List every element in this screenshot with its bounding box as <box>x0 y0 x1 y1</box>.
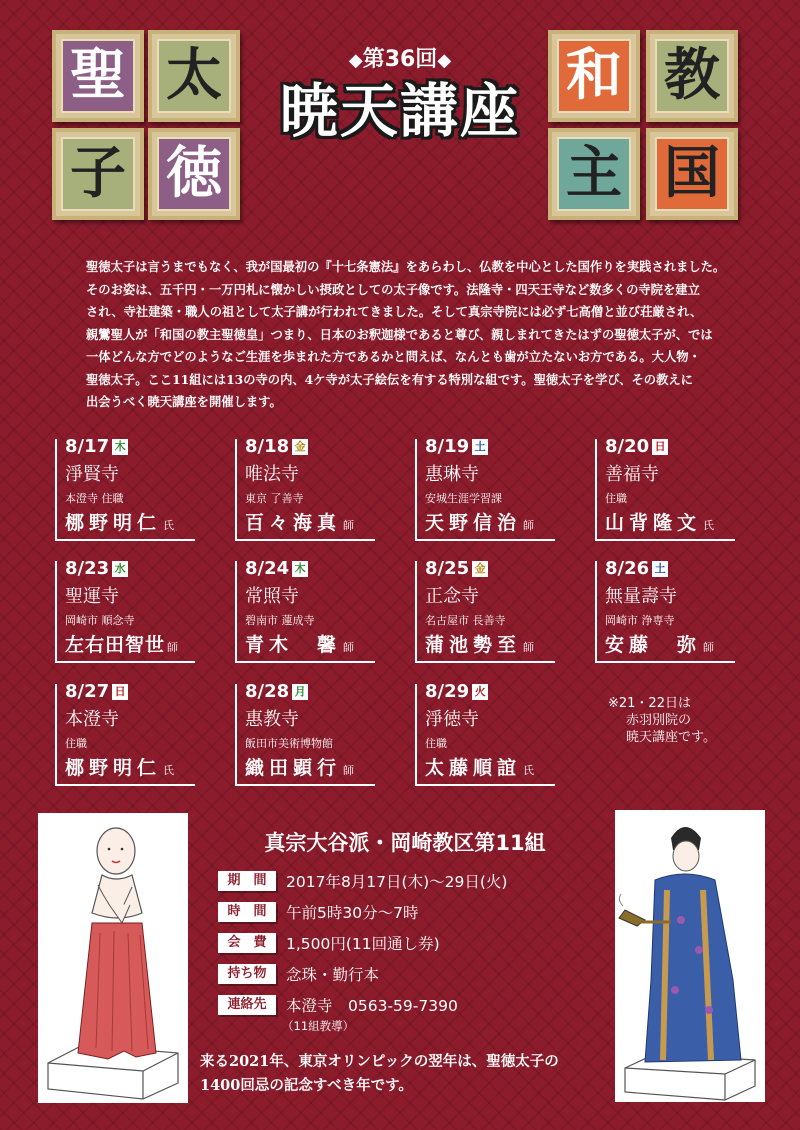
child-figure-icon <box>38 813 188 1103</box>
divider <box>415 784 555 786</box>
schedule-entry <box>55 681 220 791</box>
honorific: 師 <box>343 641 355 654</box>
intro-line: 出会うべく暁天講座を開催します。 <box>86 394 282 409</box>
divider <box>55 684 57 784</box>
weekday-badge: 木 <box>292 561 308 577</box>
divider <box>415 661 555 663</box>
tile-toku <box>148 128 240 220</box>
info-value: 午前5時30分～7時 <box>286 904 419 922</box>
divider <box>235 661 375 663</box>
weekday-badge: 土 <box>472 439 488 455</box>
intro-line: 親鸞聖人が「和国の教主聖徳皇」つまり、日本のお釈迦様であると尊び、親しまれてきたはずの聖徳太子が、では <box>86 326 713 342</box>
weekday-badge: 金 <box>472 561 488 577</box>
weekday-badge: 日 <box>652 439 668 455</box>
divider <box>595 539 735 541</box>
tile-sho <box>52 30 144 122</box>
lecture-date: 8/23 水 <box>65 558 128 579</box>
speaker-affiliation: 飯田市美術博物館 <box>245 737 333 750</box>
child-shotoku-illustration <box>38 813 188 1103</box>
lecture-date: 8/19 土 <box>425 436 488 457</box>
speaker-affiliation: 岡崎市 順念寺 <box>65 614 135 627</box>
contact-subnote: （11組教導） <box>282 1019 355 1033</box>
intro-line: そのお姿は、五千円・一万円札に懐かしい摂政としての太子像です。法隆寺・四天王寺など数多くの寺院を建立 <box>86 281 700 297</box>
divider <box>235 561 237 661</box>
temple-name: 本澄寺 <box>65 709 119 730</box>
info-fee <box>218 930 440 956</box>
honorific: 師 <box>343 519 355 532</box>
info-contact <box>218 992 458 1018</box>
temple-name: 善福寺 <box>605 464 659 485</box>
weekday-badge: 月 <box>292 684 308 700</box>
info-label: 会 費 <box>218 933 276 953</box>
info-label: 連絡先 <box>218 995 276 1015</box>
shotoku-censer-illustration <box>615 810 765 1102</box>
info-value: 2017年8月17日(木)～29日(火) <box>286 873 508 891</box>
note-line: 暁天講座です。 <box>626 730 716 745</box>
schedule-entry <box>415 558 580 668</box>
honorific: 師 <box>523 519 535 532</box>
temple-name: 惠琳寺 <box>425 464 479 485</box>
schedule-entry <box>595 558 760 668</box>
temple-name: 常照寺 <box>245 586 299 607</box>
diamond-left-icon: ◆ <box>348 50 363 71</box>
lecture-date: 8/24 木 <box>245 558 308 579</box>
intro-line: 聖徳太子は言うまでもなく、我が国最初の『十七条憲法』をあらわし、仏教を中心とした国作りを実践されました。 <box>86 259 726 274</box>
schedule-note <box>608 695 768 746</box>
closing-line: 1400回忌の記念すべき年です。 <box>200 1077 413 1094</box>
info-time <box>218 899 418 925</box>
tile-char: 聖 <box>63 41 133 111</box>
speaker-affiliation: 東京 了善寺 <box>245 492 304 505</box>
schedule-entry <box>55 558 220 668</box>
note-line: ※21・22日は <box>608 696 691 711</box>
speaker-affiliation: 住職 <box>425 737 447 750</box>
tile-kyo <box>646 30 738 122</box>
schedule-entry <box>415 436 580 546</box>
divider <box>235 784 375 786</box>
divider <box>55 561 57 661</box>
lecture-date: 8/26 土 <box>605 558 668 579</box>
divider <box>415 439 417 539</box>
temple-name: 正念寺 <box>425 586 479 607</box>
tile-shu <box>548 128 640 220</box>
tile-char: 子 <box>63 139 133 209</box>
speaker-name: 梛野明仁 氏 <box>65 757 175 779</box>
weekday-badge: 火 <box>472 684 488 700</box>
temple-name: 無量壽寺 <box>605 586 677 607</box>
honorific: 師 <box>167 641 179 654</box>
speaker-name: 山背隆文 氏 <box>605 512 715 534</box>
regent-figure-icon <box>615 810 765 1102</box>
intro-text <box>86 256 726 414</box>
divider <box>415 539 555 541</box>
divider <box>595 439 597 539</box>
info-label: 持ち物 <box>218 964 276 984</box>
honorific: 師 <box>343 764 355 777</box>
info-belongings <box>218 961 379 987</box>
divider <box>415 684 417 784</box>
tile-char: 和 <box>559 41 629 111</box>
tile-char: 国 <box>657 139 727 209</box>
closing-line: 来る2021年、東京オリンピックの翌年は、聖徳太子の <box>200 1053 559 1070</box>
schedule-entry <box>55 436 220 546</box>
info-period <box>218 868 507 894</box>
temple-name: 聖運寺 <box>65 586 119 607</box>
honorific: 氏 <box>523 764 535 777</box>
speaker-affiliation: 名古屋市 長善寺 <box>425 614 506 627</box>
schedule-entry <box>235 681 400 791</box>
temple-name: 淨賢寺 <box>65 464 119 485</box>
intro-line: 聖徳太子。ここ11組には13の寺の内、4ケ寺が太子絵伝を有する特別な組です。聖徳太子を学び、その教えに <box>86 371 693 387</box>
temple-name: 唯法寺 <box>245 464 299 485</box>
divider <box>55 539 195 541</box>
schedule-entry <box>415 681 580 791</box>
info-value: 本澄寺 0563-59-7390 <box>286 997 458 1015</box>
honorific: 氏 <box>703 519 715 532</box>
edition-label <box>300 42 500 73</box>
intro-line: され、寺社建築・職人の祖として太子講が行われてきました。そして真宗寺院には必ず七高僧と並び荘厳され、 <box>86 304 703 319</box>
organizer-title: 真宗大谷派・岡崎教区第11組 <box>264 831 546 855</box>
honorific: 氏 <box>163 519 175 532</box>
page-title: 暁天講座 <box>279 77 520 145</box>
intro-line: 一体どんな方でどのようなご生涯を歩まれた方であるかと問えば、なんとも歯が立たないお方である。大人物・ <box>86 349 701 364</box>
tile-char: 教 <box>657 41 727 111</box>
lecture-date: 8/20 日 <box>605 436 668 457</box>
tile-koku <box>646 128 738 220</box>
speaker-name: 太藤順誼 氏 <box>425 757 535 779</box>
tile-char: 主 <box>559 139 629 209</box>
info-value: 1,500円(11回通し券) <box>286 935 440 953</box>
divider <box>55 661 195 663</box>
honorific: 師 <box>703 641 715 654</box>
divider <box>235 539 375 541</box>
speaker-affiliation: 本澄寺 住職 <box>65 492 124 505</box>
lecture-date: 8/17 木 <box>65 436 128 457</box>
speaker-name: 織田顕行 師 <box>245 757 355 779</box>
lecture-date: 8/27 日 <box>65 681 128 702</box>
speaker-affiliation: 住職 <box>605 492 627 505</box>
divider <box>415 561 417 661</box>
speaker-name: 左右田智世 師 <box>65 634 179 656</box>
divider <box>55 439 57 539</box>
tile-wa <box>548 30 640 122</box>
lecture-date: 8/18 金 <box>245 436 308 457</box>
closing-text <box>200 1050 610 1098</box>
weekday-badge: 金 <box>292 439 308 455</box>
honorific: 師 <box>523 641 535 654</box>
edition-text: 第36回 <box>362 47 438 72</box>
info-label: 時 間 <box>218 902 276 922</box>
info-value: 念珠・勤行本 <box>286 966 380 984</box>
weekday-badge: 水 <box>112 561 128 577</box>
divider <box>235 684 237 784</box>
weekday-badge: 日 <box>112 684 128 700</box>
tile-shi <box>52 128 144 220</box>
speaker-name: 百々海真 師 <box>245 512 355 534</box>
speaker-name: 青木 馨 師 <box>245 634 355 656</box>
speaker-name: 梛野明仁 氏 <box>65 512 175 534</box>
weekday-badge: 木 <box>112 439 128 455</box>
honorific: 氏 <box>163 764 175 777</box>
divider <box>235 439 237 539</box>
speaker-affiliation: 岡崎市 浄専寺 <box>605 614 675 627</box>
lecture-date: 8/28 月 <box>245 681 308 702</box>
tile-char: 徳 <box>159 139 229 209</box>
tile-char: 太 <box>159 41 229 111</box>
weekday-badge: 土 <box>652 561 668 577</box>
schedule-entry <box>595 436 760 546</box>
temple-name: 淨徳寺 <box>425 709 479 730</box>
speaker-affiliation: 碧南市 蓮成寺 <box>245 614 315 627</box>
schedule-entry <box>235 436 400 546</box>
tile-tai <box>148 30 240 122</box>
schedule-entry <box>235 558 400 668</box>
note-line: 赤羽別院の <box>626 713 692 728</box>
info-label: 期 間 <box>218 871 276 891</box>
speaker-affiliation: 安城生涯学習課 <box>425 492 502 505</box>
diamond-right-icon: ◆ <box>437 50 452 71</box>
speaker-name: 天野信治 師 <box>425 512 535 534</box>
speaker-name: 蒲池勢至 師 <box>425 634 535 656</box>
lecture-date: 8/25 金 <box>425 558 488 579</box>
divider <box>595 661 735 663</box>
temple-name: 惠教寺 <box>245 709 299 730</box>
divider <box>595 561 597 661</box>
divider <box>55 784 195 786</box>
lecture-date: 8/29 火 <box>425 681 488 702</box>
speaker-affiliation: 住職 <box>65 737 87 750</box>
speaker-name: 安藤 弥 師 <box>605 634 715 656</box>
